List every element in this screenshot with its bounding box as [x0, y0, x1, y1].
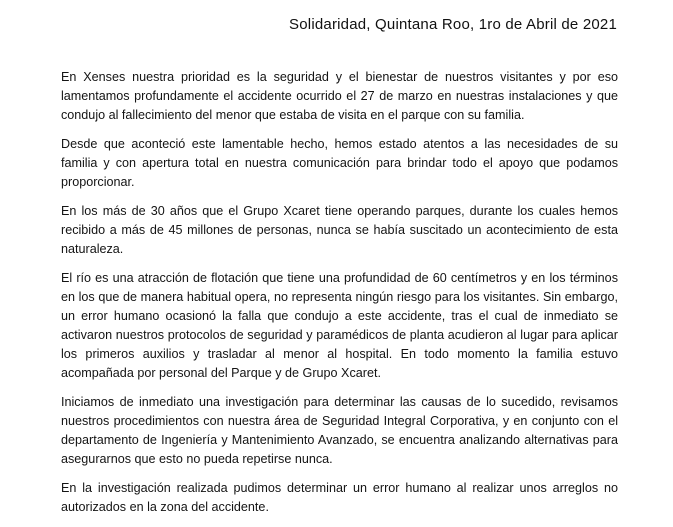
- paragraph-history: En los más de 30 años que el Grupo Xcaret tiene operando parques, durante los cuales hemos recibido a más de 45 millones de personas, nunca se había suscitado un acontecimiento de esta naturaleza.: [61, 204, 618, 256]
- paragraph-support: Desde que aconteció este lamentable hecho, hemos estado atentos a las necesidades de su familia y con apertura total en nuestra comunicación para brindar todo el apoyo que podamos proporcionar.: [61, 137, 618, 189]
- letter-body: [61, 68, 618, 527]
- paragraph-river: El río es una atracción de flotación que tiene una profundidad de 60 centímetros y en los términos en los que de manera habitual opera, no representa ningún riesgo para los visitantes. Sin embargo, un error humano ocasionó la falla que condujo a este accidente, tras el cual de inmediato se activaron nuestros protocolos de seguridad y paramédicos de planta acudieron al lugar para aplicar los primeros auxilios y trasladar al menor al hospital. En todo momento la familia estuvo acompañada por personal del Parque y de Grupo Xcaret.: [61, 271, 618, 380]
- paragraph-investigation: Iniciamos de inmediato una investigación para determinar las causas de lo sucedido, revisamos nuestros procedimientos con nuestra área de Seguridad Integral Corporativa, y en conjunto con el departamento de Ingeniería y Mantenimiento Avanzado, se encuentra analizando alternativas para asegurarnos que esto no pueda repetirse nunca.: [61, 395, 618, 466]
- dateline: Solidaridad, Quintana Roo, 1ro de Abril de 2021: [289, 16, 617, 33]
- paragraph-findings: En la investigación realizada pudimos determinar un error humano al realizar unos arreglos no autorizados en la zona del accidente.: [61, 481, 618, 514]
- paragraph-intro: En Xenses nuestra prioridad es la seguridad y el bienestar de nuestros visitantes y por eso lamentamos profundamente el accidente ocurrido el 27 de marzo en nuestras instalaciones y que condujo al fallecimiento del menor que estaba de visita en el parque con su familia.: [61, 70, 618, 122]
